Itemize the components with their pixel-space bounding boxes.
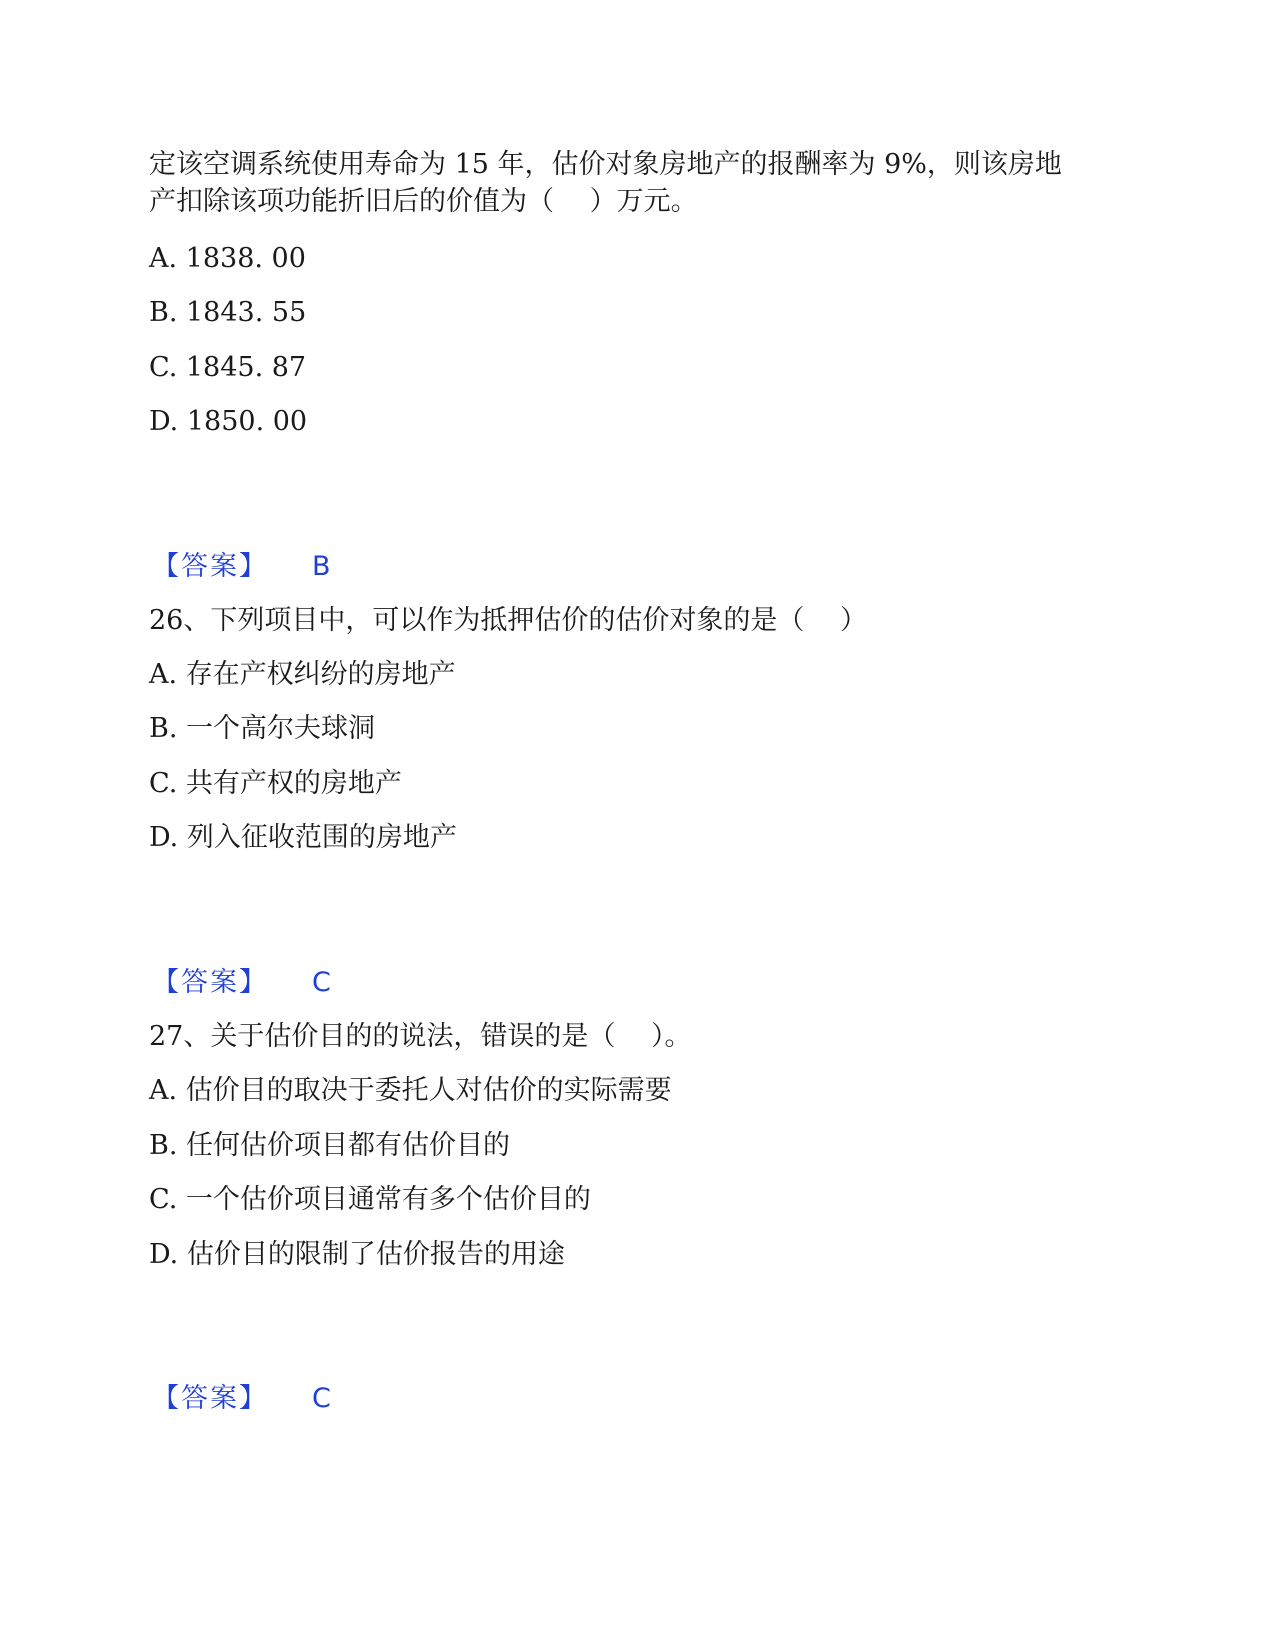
answer-value: C [312,1383,331,1414]
q25-answer [152,549,331,585]
q26-option-b: B. 一个高尔夫球洞 [149,713,376,744]
q26-option-c: C. 共有产权的房地产 [149,768,402,799]
q27-option-b: B. 任何估价项目都有估价目的 [149,1130,511,1161]
answer-value: C [312,967,331,998]
answer-label: 【答案】 [152,551,268,582]
q26-option-d: D. 列入征收范围的房地产 [149,822,457,853]
q26-stem: 26、下列项目中，可以作为抵押估价的估价对象的是（ ） [149,605,867,636]
q25-option-d: D. 1850. 00 [149,406,308,437]
q26-answer [152,965,331,1001]
q25-option-a: A. 1838. 00 [149,243,306,274]
q25-stem-line1: 定该空调系统使用寿命为 15 年，估价对象房地产的报酬率为 9%，则该房地 [149,149,1062,180]
q27-option-a: A. 估价目的取决于委托人对估价的实际需要 [149,1075,672,1106]
q25-stem-line2: 产扣除该项功能折旧后的价值为（ ）万元。 [149,186,698,217]
q27-option-d: D. 估价目的限制了估价报告的用途 [149,1239,565,1270]
q25-option-c: C. 1845. 87 [149,352,307,383]
q25-option-b: B. 1843. 55 [149,297,307,328]
answer-label: 【答案】 [152,967,268,998]
q26-option-a: A. 存在产权纠纷的房地产 [149,659,456,690]
q27-option-c: C. 一个估价项目通常有多个估价目的 [149,1184,591,1215]
answer-value: B [312,551,331,582]
q27-answer [152,1381,331,1417]
answer-label: 【答案】 [152,1383,268,1414]
q27-stem: 27、关于估价目的的说法，错误的是（ ）。 [149,1021,692,1052]
